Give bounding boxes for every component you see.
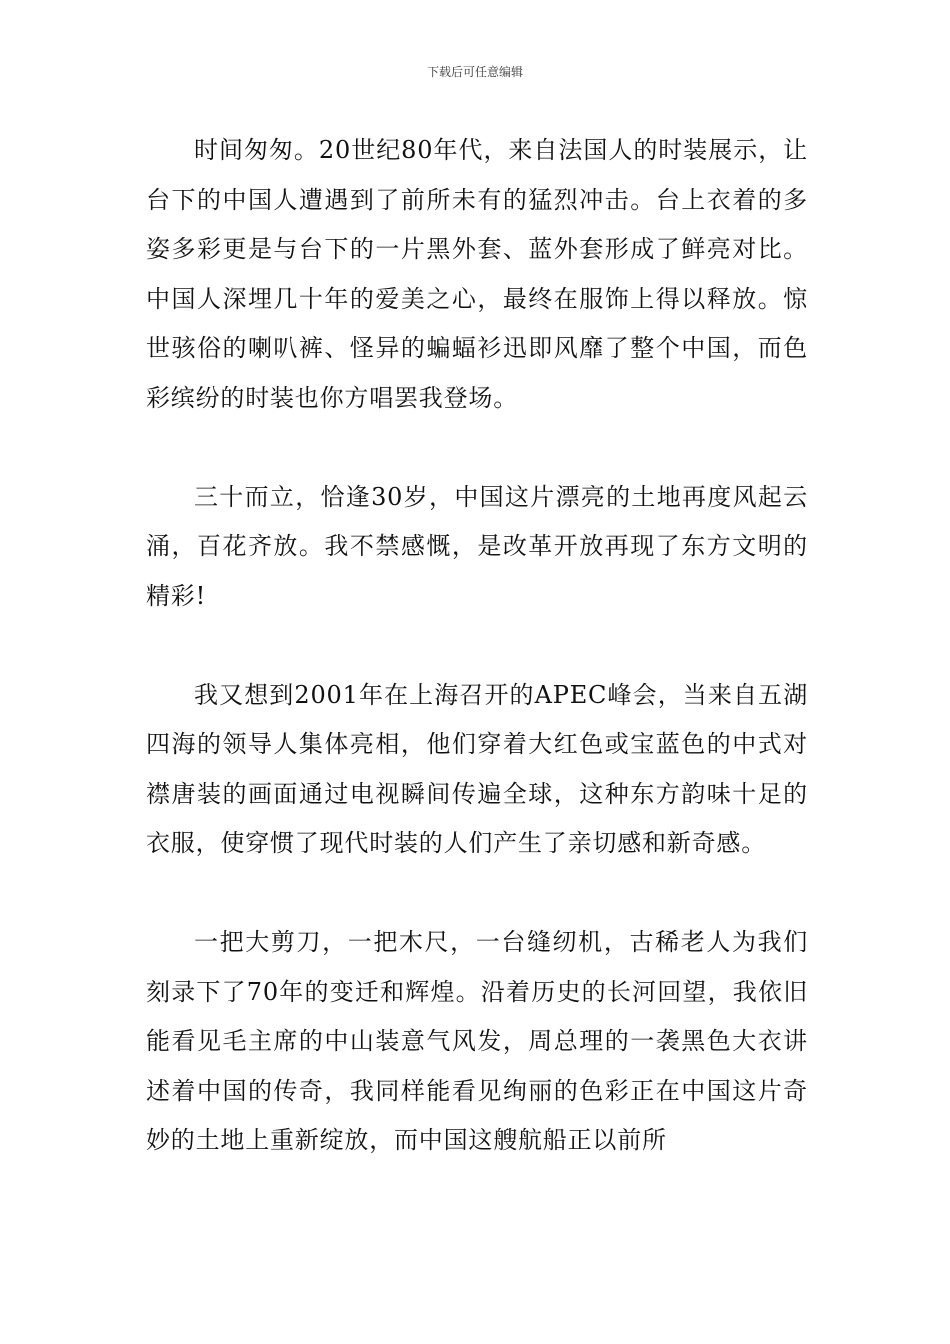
paragraph-fashion-1980s: 时间匆匆。20世纪80年代，来自法国人的时装展示，让台下的中国人遭遇到了前所未有的猛烈冲击。台上衣着的多姿多彩更是与台下的一片黑外套、蓝外套形成了鲜亮对比。中国人深埋几十年的爱美之心，最终在服饰上得以释放。惊世骇俗的喇叭裤、怪异的蝙蝠衫迅即风靡了整个中国，而色彩缤纷的时装也你方唱罢我登场。 (146, 136, 808, 412)
paragraph-seventy-years: 一把大剪刀，一把木尺，一台缝纫机，古稀老人为我们刻录下了70年的变迁和辉煌。沿着历史的长河回望，我依旧能看见毛主席的中山装意气风发，周总理的一袭黑色大衣讲述着中国的传奇，我同样能看见绚丽的色彩正在中国这片奇妙的土地上重新绽放，而中国这艘航船正以前所 (146, 928, 808, 1154)
paragraph-spacer (146, 621, 808, 671)
paragraph-thirty-years: 三十而立，恰逢30岁，中国这片漂亮的土地再度风起云涌，百花齐放。我不禁感慨，是改革开放再现了东方文明的精彩! (146, 482, 808, 610)
paragraph-spacer (146, 869, 808, 919)
page-header: 下载后可任意编辑 (426, 65, 523, 79)
paragraph-spacer (146, 423, 808, 473)
document-body (146, 126, 808, 1166)
paragraph-apec-2001: 我又想到2001年在上海召开的APEC峰会，当来自五湖四海的领导人集体亮相，他们穿着大红色或宝蓝色的中式对襟唐装的画面通过电视瞬间传遍全球，这种东方韵味十足的衣服，使穿惯了现代时装的人们产生了亲切感和新奇感。 (146, 680, 808, 857)
